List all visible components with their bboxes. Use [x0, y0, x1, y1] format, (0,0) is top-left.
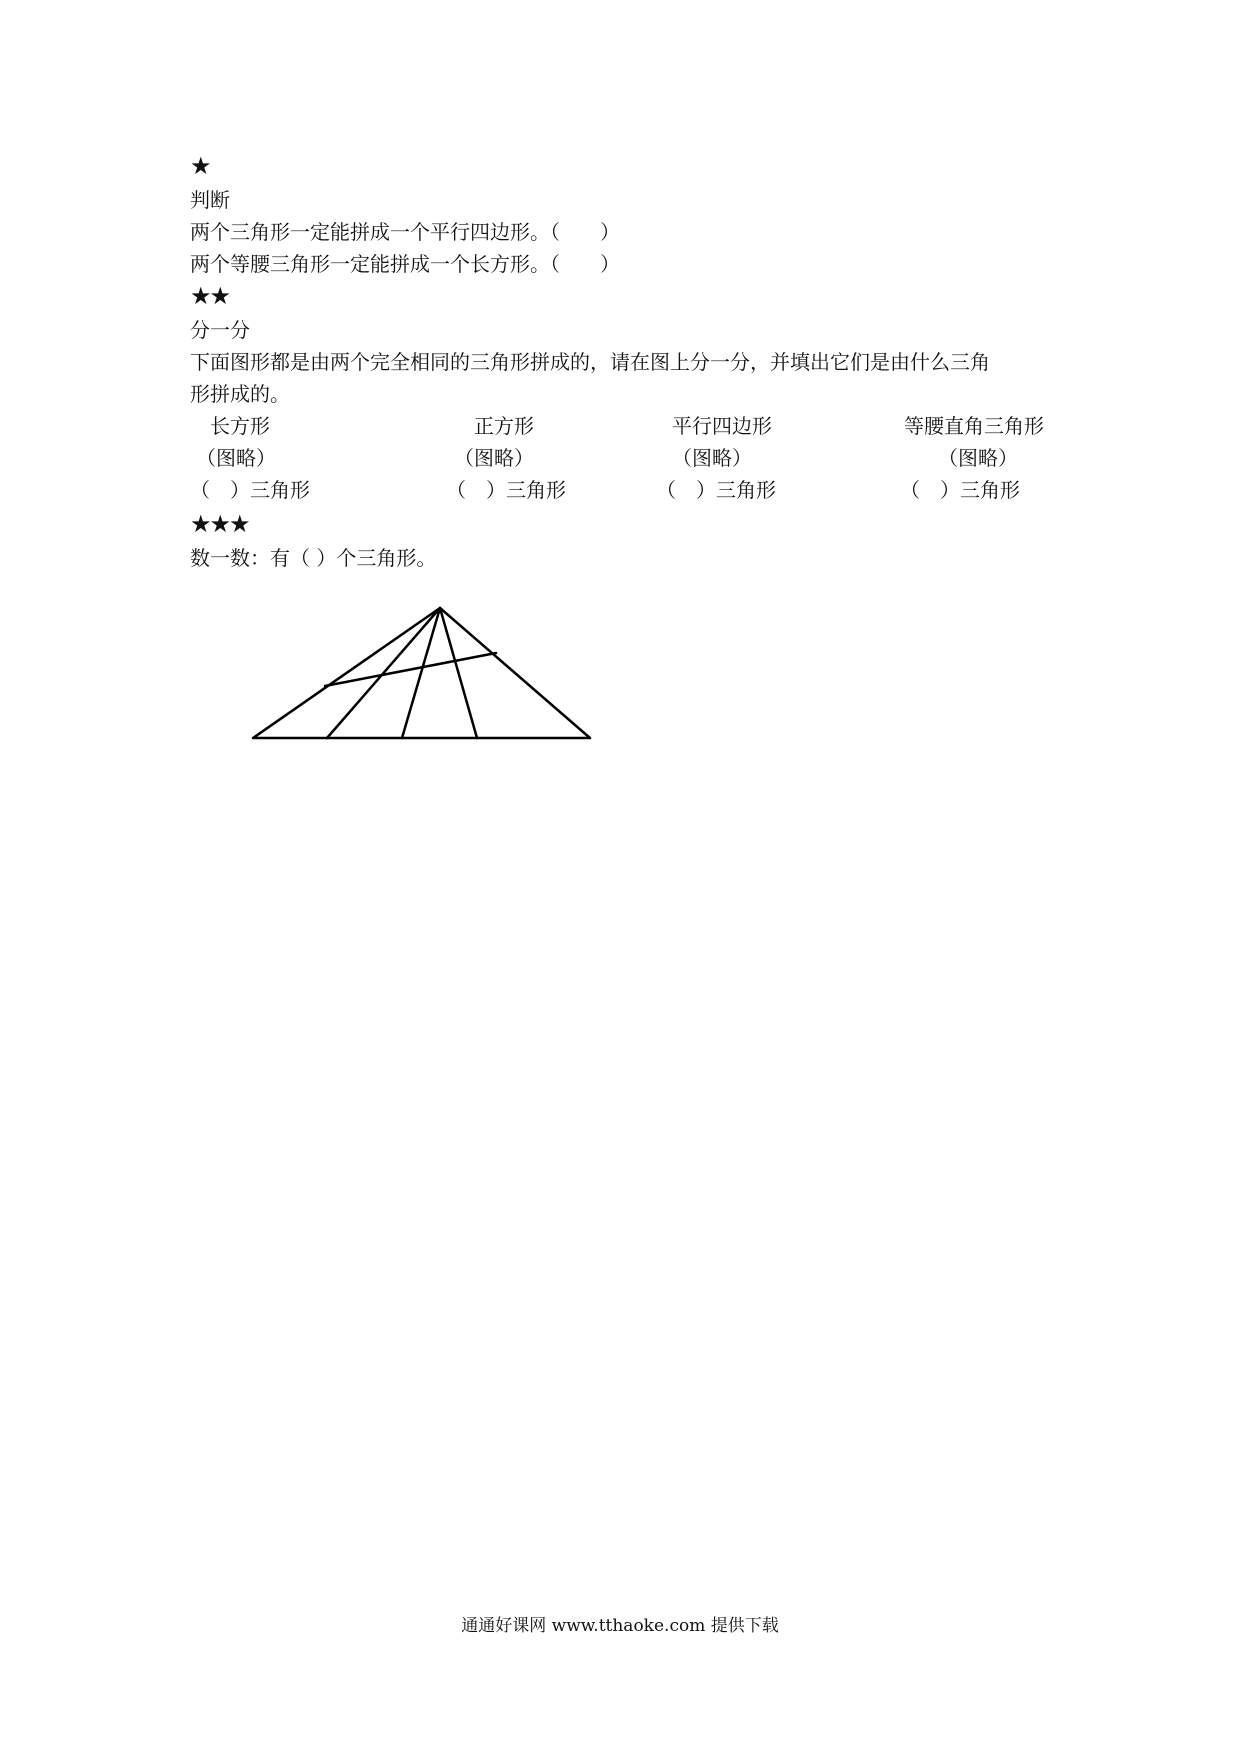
section-title-judge: 判断	[190, 188, 230, 212]
figure-omitted-1: （图略）	[196, 446, 276, 470]
figure-omitted-3: （图略）	[672, 446, 752, 470]
divide-instruction-line2: 形拼成的。	[190, 382, 290, 406]
answer-blank-1: （ ）三角形	[190, 478, 310, 502]
answer-blank-4: （ ）三角形	[900, 478, 1020, 502]
difficulty-stars-2: ★★	[190, 282, 230, 310]
divide-instruction-line1: 下面图形都是由两个完全相同的三角形拼成的，请在图上分一分，并填出它们是由什么三角	[190, 350, 990, 374]
triangle-count-figure	[245, 600, 605, 750]
answer-blank-2: （ ）三角形	[446, 478, 566, 502]
apex-line-2	[402, 608, 440, 738]
shape-label-rectangle: 长方形	[210, 414, 270, 438]
count-triangles-question: 数一数：有（ ）个三角形。	[190, 546, 437, 570]
section-title-divide: 分一分	[190, 318, 250, 342]
judge-question-2: 两个等腰三角形一定能拼成一个长方形。（ ）	[190, 252, 620, 276]
shape-label-isosceles-right-triangle: 等腰直角三角形	[904, 414, 1044, 438]
shape-label-parallelogram: 平行四边形	[672, 414, 772, 438]
apex-line-3	[440, 608, 477, 738]
judge-question-1: 两个三角形一定能拼成一个平行四边形。（ ）	[190, 220, 620, 244]
page-footer: 通通好课网 www.tthaoke.com 提供下载	[461, 1616, 779, 1636]
answer-blank-3: （ ）三角形	[656, 478, 776, 502]
difficulty-stars-3: ★★★	[190, 510, 249, 538]
figure-omitted-2: （图略）	[454, 446, 534, 470]
figure-omitted-4: （图略）	[938, 446, 1018, 470]
difficulty-stars-1: ★	[190, 152, 210, 180]
shape-label-square: 正方形	[474, 414, 534, 438]
apex-line-1	[327, 608, 440, 738]
